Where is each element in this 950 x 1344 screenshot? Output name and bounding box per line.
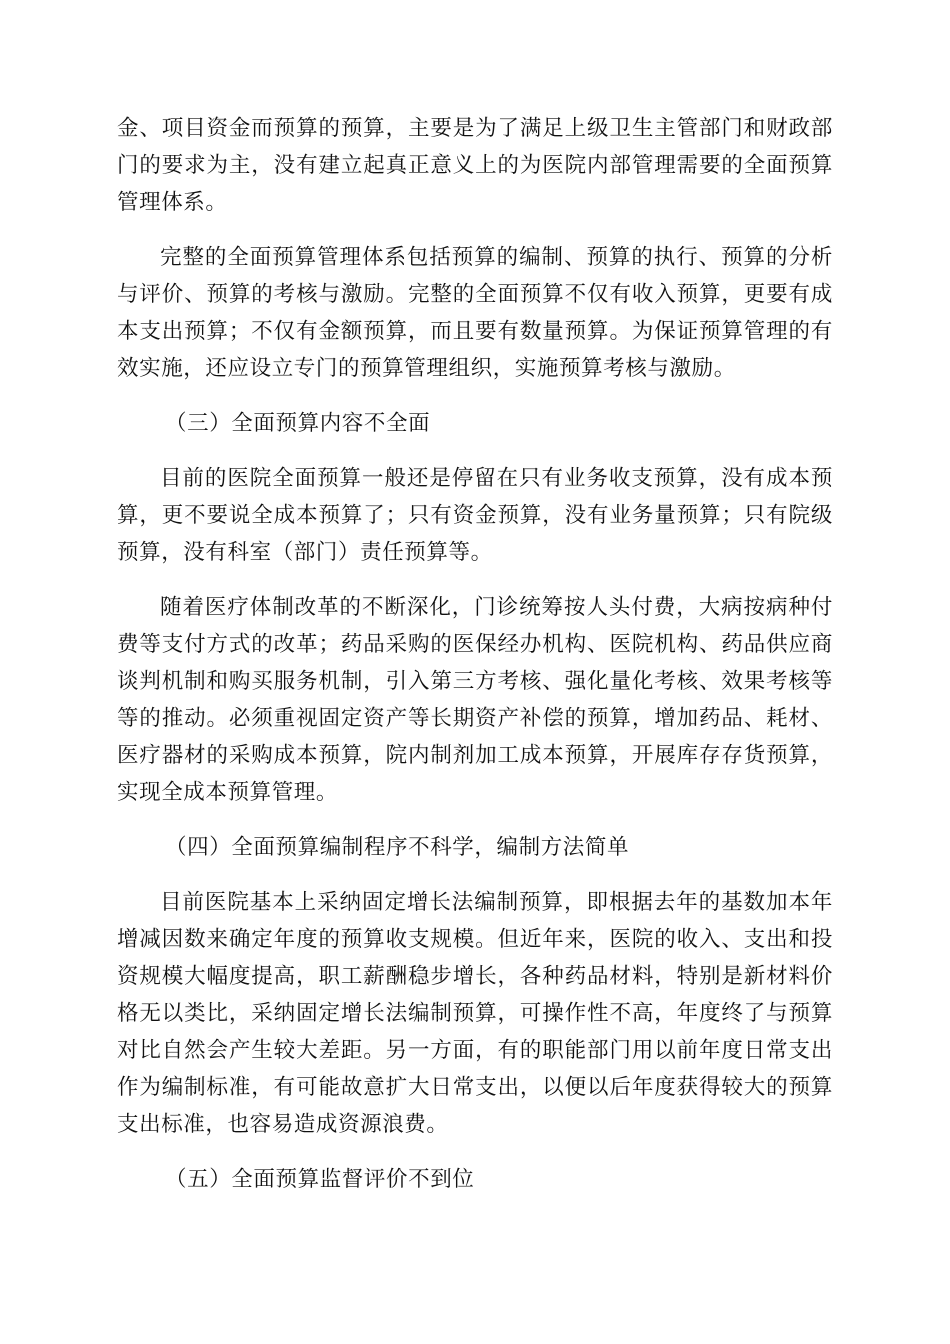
section-heading-5: （五）全面预算监督评价不到位: [165, 1167, 475, 1192]
section-heading-4: （四）全面预算编制程序不科学，编制方法简单: [165, 835, 630, 860]
document-body: [117, 110, 833, 1216]
paragraph-fixed-growth-method: 目前医院基本上采纳固定增长法编制预算，即根据去年的基数加本年增减因数来确定年度的预算收支规模。但近年来，医院的收入、支出和投资规模大幅度提高，职工薪酬稳步增长，各种药品材料，特别是新材料价格无以类比，采纳固定增长法编制预算，可操作性不高，年度终了与预算对比自然会产生较大差距。另一方面，有的职能部门用以前年度日常支出作为编制标准，有可能故意扩大日常支出，以便以后年度获得较大的预算支出标准，也容易造成资源浪费。: [117, 890, 833, 1137]
paragraph-medical-reform: 随着医疗体制改革的不断深化，门诊统筹按人头付费，大病按病种付费等支付方式的改革；药品采购的医保经办机构、医院机构、药品供应商谈判机制和购买服务机制，引入第三方考核、强化量化考核、效果考核等等的推动。必须重视固定资产等长期资产补偿的预算，增加药品、耗材、医疗器材的采购成本预算，院内制剂加工成本预算，开展库存存货预算，实现全成本预算管理。: [117, 595, 833, 805]
paragraph-current-budget-content: 目前的医院全面预算一般还是停留在只有业务收支预算，没有成本预算，更不要说全成本预算了；只有资金预算，没有业务量预算；只有院级预算，没有科室（部门）责任预算等。: [117, 466, 833, 565]
paragraph-complete-budget-system: 完整的全面预算管理体系包括预算的编制、预算的执行、预算的分析与评价、预算的考核与激励。完整的全面预算不仅有收入预算，更要有成本支出预算；不仅有金额预算，而且要有数量预算。为保证预算管理的有效实施，还应设立专门的预算管理组织，实施预算考核与激励。: [117, 245, 833, 381]
paragraph-budget-requirements: 金、项目资金而预算的预算，主要是为了满足上级卫生主管部门和财政部门的要求为主，没有建立起真正意义上的为医院内部管理需要的全面预算管理体系。: [117, 116, 833, 215]
section-heading-3: （三）全面预算内容不全面: [165, 411, 431, 436]
